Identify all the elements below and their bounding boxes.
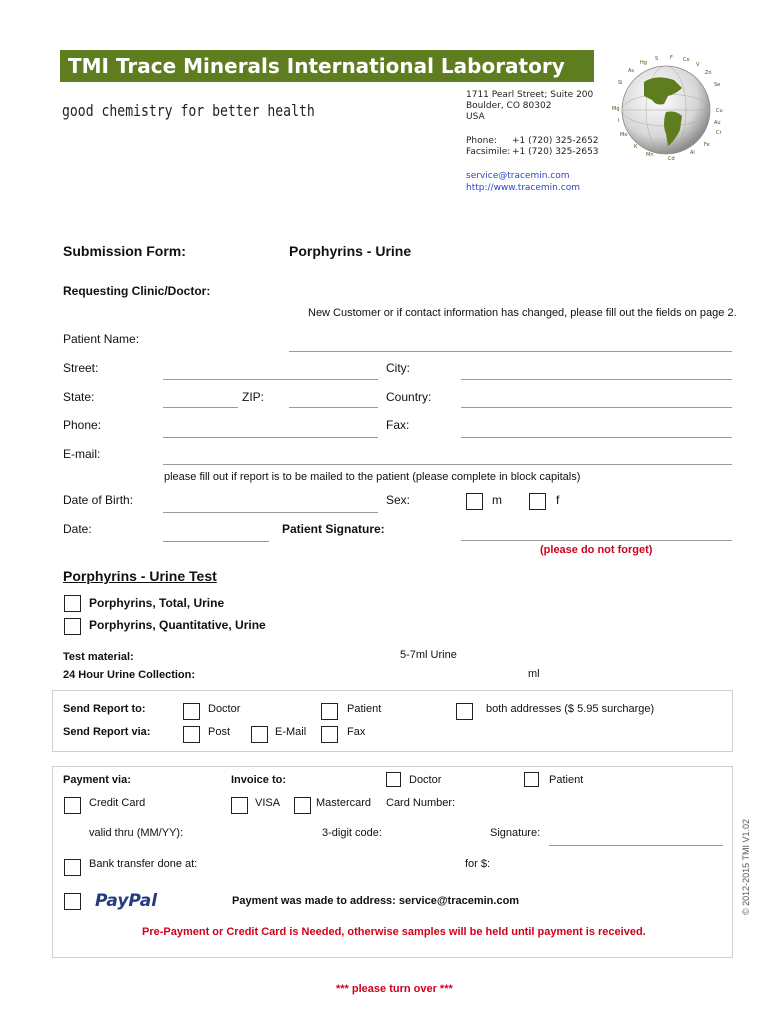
fax-label: Fax: [386,418,410,432]
lab-email-link[interactable]: service@tracemin.com [466,171,570,181]
phone-label: Phone: [466,136,497,146]
zip-field[interactable] [289,407,378,408]
requesting-doctor-label: Requesting Clinic/Doctor: [63,284,211,298]
send-via-post-label: Post [208,726,231,738]
mastercard-checkbox[interactable] [294,797,311,814]
invoice-label: Invoice to: [231,774,287,786]
globe-element-label: Cu [716,108,723,114]
send-to-both-checkbox[interactable] [456,703,473,720]
send-via-email-label: E-Mail [275,726,307,738]
globe-element-label: As [628,68,635,74]
test-heading: Porphyrins - Urine Test [63,568,217,584]
globe-logo-icon [604,50,724,168]
test-material-value: 5-7ml Urine [400,649,457,661]
phone-field[interactable] [163,437,378,438]
send-to-doctor-checkbox[interactable] [183,703,200,720]
paypal-checkbox[interactable] [64,893,81,910]
sex-label: Sex: [386,493,411,507]
invoice-patient-checkbox[interactable] [524,772,539,787]
dob-label: Date of Birth: [63,493,134,507]
tagline: good chemistry for better health [62,101,315,120]
test-quantitative-checkbox[interactable] [64,618,81,635]
globe-element-label: Mg [612,106,620,112]
patient-signature-label: Patient Signature: [282,522,385,536]
globe-element-label: Zn [705,70,712,76]
globe-element-label: K [634,144,638,150]
form-title: Porphyrins - Urine [289,243,412,259]
card-number-label: Card Number: [386,797,456,809]
street-field[interactable] [163,379,378,380]
code-label: 3-digit code: [322,827,382,839]
credit-card-label: Credit Card [89,797,146,809]
lab-title: TMI Trace Minerals International Laboratory [68,54,565,78]
patient-name-field[interactable] [289,351,732,352]
globe-element-label: Mo [620,132,628,138]
globe-element-label: Si [618,80,623,86]
send-to-patient-label: Patient [347,703,382,715]
country-field[interactable] [461,407,732,408]
visa-label: VISA [255,797,281,809]
collection-unit: ml [528,668,540,680]
fax-label: Facsimile: [466,147,511,157]
submission-label: Submission Form: [63,243,186,259]
turn-over-note: *** please turn over *** [336,983,453,995]
globe-element-label: Co [683,57,690,63]
test-total-checkbox[interactable] [64,595,81,612]
lab-website-link[interactable]: http://www.tracemin.com [466,183,580,193]
globe-element-label: Se [714,82,721,88]
invoice-doctor-checkbox[interactable] [386,772,401,787]
prepayment-warning: Pre-Payment or Credit Card is Needed, otherwise samples will be held until payment is received. [142,926,646,938]
date-label: Date: [63,522,92,536]
globe-element-label: Cd [668,156,675,162]
invoice-doctor-label: Doctor [409,774,442,786]
globe-element-label: Fe [704,142,710,148]
do-not-forget-note: (please do not forget) [540,544,653,556]
send-via-label: Send Report via: [63,726,151,738]
send-to-both-label: both addresses ($ 5.95 surcharge) [486,703,655,715]
address-line: Boulder, CO 80302 [466,101,552,111]
fax-value: +1 (720) 325-2653 [512,147,599,157]
lab-address [466,90,593,123]
lab-contact [466,136,599,158]
send-to-label: Send Report to: [63,703,146,715]
test-total-label: Porphyrins, Total, Urine [89,596,225,610]
sex-m-checkbox[interactable] [466,493,483,510]
phone-label: Phone: [63,418,102,432]
globe-element-label: I [618,118,620,124]
dob-field[interactable] [163,512,378,513]
mastercard-label: Mastercard [316,797,372,809]
state-label: State: [63,390,95,404]
send-via-email-checkbox[interactable] [251,726,268,743]
collection-label: 24 Hour Urine Collection: [63,669,196,681]
report-section [52,690,733,752]
city-field[interactable] [461,379,732,380]
send-via-post-checkbox[interactable] [183,726,200,743]
paypal-logo-text: PayPal [95,891,158,911]
globe-element-label: Au [714,120,721,126]
send-to-doctor-label: Doctor [208,703,241,715]
valid-thru-label: valid thru (MM/YY): [89,827,184,839]
paypal-logo [95,891,157,911]
test-material-label: Test material: [63,651,134,663]
globe-element-label: V [696,62,700,68]
credit-card-checkbox[interactable] [64,797,81,814]
street-label: Street: [63,361,99,375]
new-customer-note: New Customer or if contact information has changed, please fill out the fields on page 2. [308,307,737,319]
signature-field[interactable] [549,845,723,846]
address-line: 1711 Pearl Street; Suite 200 [466,90,594,100]
globe-element-label: F [670,55,673,61]
address-line: USA [466,112,485,122]
globe-element-label: Mn [646,152,654,158]
zip-label: ZIP: [242,390,265,404]
globe-element-label: Cr [716,130,722,136]
payment-via-label: Payment via: [63,774,131,786]
signature-label: Signature: [490,827,541,839]
sex-f-checkbox[interactable] [529,493,546,510]
globe-element-label: Al [690,150,695,156]
paypal-note: Payment was made to address: service@tracemin.com [232,895,520,907]
send-via-fax-label: Fax [347,726,366,738]
test-quantitative-label: Porphyrins, Quantitative, Urine [89,618,266,632]
email-label: E-mail: [63,447,101,461]
for-amount-label: for $: [465,858,491,870]
visa-checkbox[interactable] [231,797,248,814]
globe-element-label: Hg [640,60,647,66]
globe-element-label: S [655,56,659,62]
phone-value: +1 (720) 325-2652 [512,136,599,146]
bank-transfer-checkbox[interactable] [64,859,81,876]
state-field[interactable] [163,407,238,408]
mail-note: please fill out if report is to be mailed to the patient (please complete in block capitals) [164,471,581,483]
patient-signature-field[interactable] [461,540,732,541]
date-field[interactable] [163,541,269,542]
sex-m-label: m [492,493,502,507]
send-to-patient-checkbox[interactable] [321,703,338,720]
bank-transfer-label: Bank transfer done at: [89,858,198,870]
sex-f-label: f [556,493,560,507]
invoice-patient-label: Patient [549,774,584,786]
email-field[interactable] [163,464,732,465]
patient-name-label: Patient Name: [63,332,140,346]
lab-title-banner [60,50,594,82]
send-via-fax-checkbox[interactable] [321,726,338,743]
country-label: Country: [386,390,432,404]
city-label: City: [386,361,410,375]
version-note: © 2012-2015 TMI V1.02 [741,818,751,915]
fax-field[interactable] [461,437,732,438]
